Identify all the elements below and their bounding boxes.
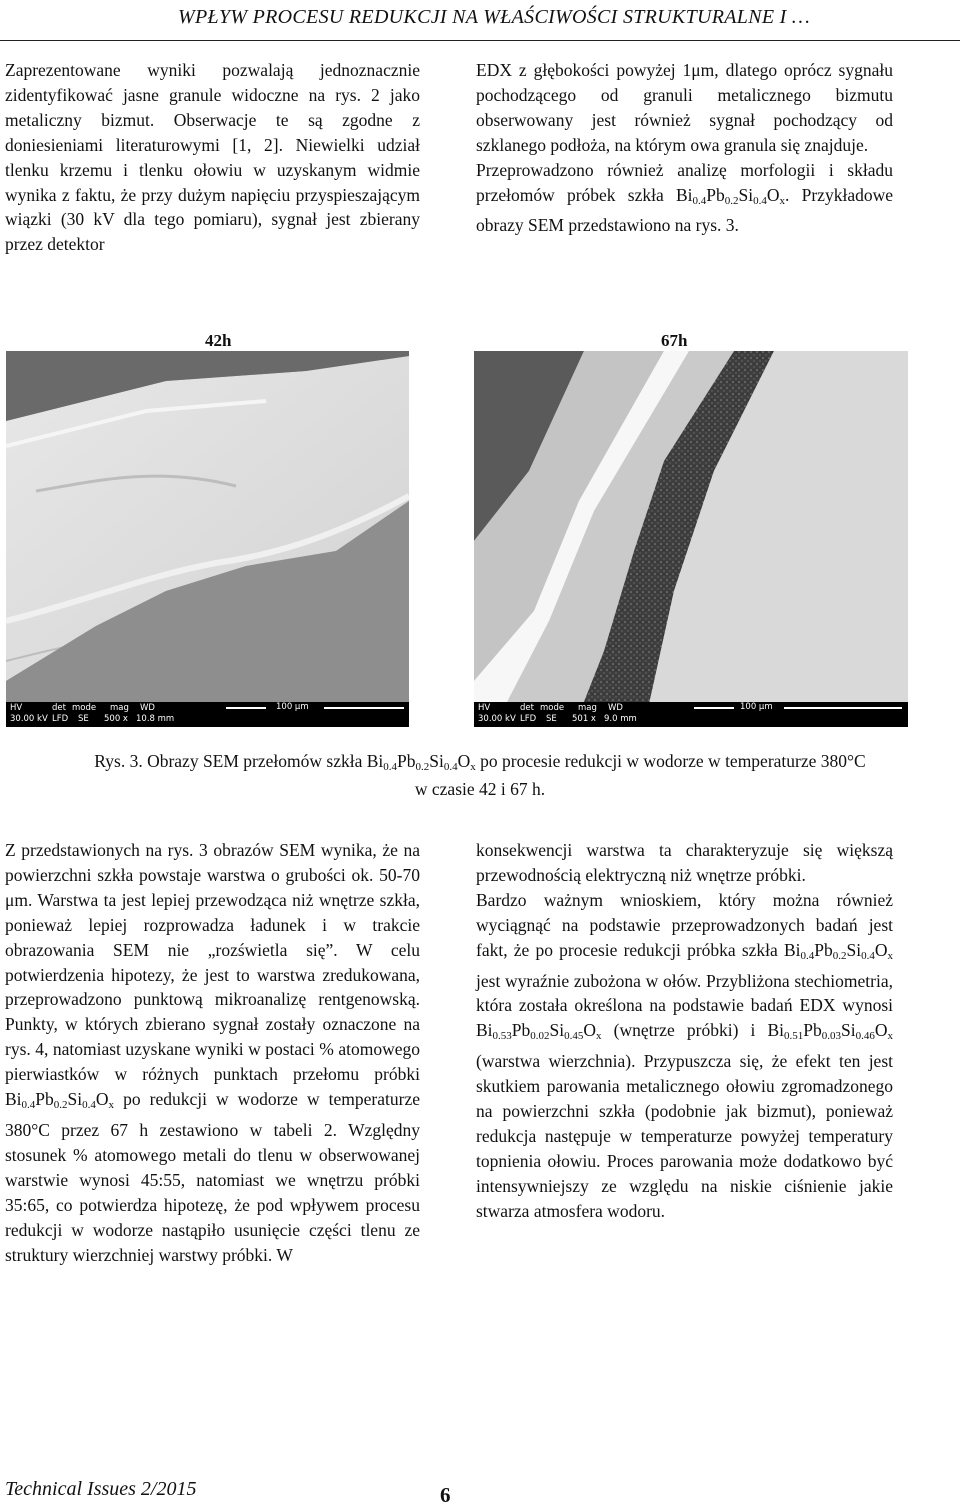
scale-bar — [324, 707, 404, 709]
paragraph: Zaprezentowane wyniki pozwalają jednoznacznie zidentyfikować jasne granule widoczne na rys. 2 jako metaliczny bizmut. Obserwacje te są zgodne z doniesieniami literaturowymi [1, 2]. Niewielki udział tlenku krzemu i tlenku ołowiu w uzyskanym widmie wynika z faktu, że przy dużym napięciu przyspieszającym wiązki (30 kV dla tego pomiaru), sygnał jest zbierany przez detektor — [5, 60, 420, 255]
chemical-formula: $Bi_{0.4}Pb_{0.2}Si_{0.4}O_x$ — [5, 1089, 115, 1112]
page-number: 6 — [440, 1483, 451, 1507]
panel-label-67h: 67h — [661, 331, 688, 350]
text-run: Przeprowadzono również analizę morfologii i składu przełomów próbek szkła — [476, 159, 893, 205]
scale-label: 100 μm — [276, 702, 309, 712]
scale-bar — [784, 707, 902, 709]
sem-image-42h — [6, 351, 409, 727]
sem-micrograph-67h — [474, 351, 908, 727]
chemical-formula: $Bi_{0.4}Pb_{0.2}Si_{0.4}O_x$ — [366, 751, 476, 773]
paragraph: Bardzo ważnym wnioskiem, który można również wyciągnąć na podstawie przeprowadzonych badań jest fakt, że po procesie redukcji próbka szkła $Bi_{0.4}Pb_{0.2}Si_{0.4}O_x$ jest wyraźnie zubożona w ołów. Przybliżona stechiometria, która została określona na podstawie badań EDX wynosi $Bi_{0.53}Pb_{0.02}Si_{0.45}O_x$ (wnętrze próbki) i $Bi_{0.51}Pb_{0.03}Si_{0.46}O_x$ (warstwa wierzchnia). Przypuszcza się, że efekt ten jest skutkiem parowania metalicznego ołowiu zgromadzonego na powierzchni szkła (podobnie jak bizmut), ponieważ redukcja następuje w temperaturze powyżej temperatury topnienia ołowiu. Proces parowania może dodatkowo być intensywniejszy ze względu na niskie ciśnienie jakie stwarza atmosfera wodoru. — [476, 889, 893, 1221]
text-column-bottom-right — [476, 838, 893, 1224]
paragraph: Z przedstawionych na rys. 3 obrazów SEM wynika, że na powierzchni szkła powstaje warstwa o grubości ok. 50-70 μm. Warstwa ta jest lepiej przewodząca niż wnętrze szkła, ponieważ lepiej rozprowadza ładunek i w trakcie obrazowania SEM nie „rozświetla się”. W celu potwierdzenia hipotezy, że jest to warstwa zredukowana, przeprowadzono punktową mikroanalizę rentgenowską. Punkty, w których zbierano sygnał zostały oznaczone na rys. 4, natomiast uzyskane wyniki w postaci % atomowego pierwiastków w różnych punktach przełomu próbki $Bi_{0.4}Pb_{0.2}Si_{0.4}O_x$ po redukcji w wodorze w temperaturze 380°C przez 67 h zestawiono w tabeli 2. Względny stosunek % atomowego metali do tlenu w obserwowanej warstwie wynosi 45:55, natomiast we wnętrzu próbki 35:65, co potwierdza hipotezę, że pod wpływem procesu redukcji w wodorze nastąpiło usunięcie części tlenu ze struktury wierzchniej warstwy próbki. W — [5, 840, 420, 1265]
sem-databar: HV det mode mag WD 30.00 kV LFD SE 500 x 10.8 mm 100 μm — [6, 702, 409, 727]
sem-micrograph-42h — [6, 351, 409, 727]
chemical-formula: $Bi_{0.51}Pb_{0.03}Si_{0.46}O_x$ — [767, 1020, 893, 1043]
text-column-top-left — [5, 58, 420, 257]
caption-line-2: w czasie 42 i 67 h. — [414, 779, 546, 799]
running-header — [0, 0, 960, 41]
caption-line-1: Rys. 3. Obrazy SEM przełomów szkła $Bi_{0.4}Pb_{0.2}Si_{0.4}O_x$ po procesie redukcji w wodorze w temperaturze 380°C — [94, 751, 866, 773]
paragraph: konsekwencji warstwa ta charakteryzuje się większą przewodnością elektryczną niż wnętrze próbki. — [476, 840, 893, 885]
scale-bar — [694, 707, 734, 709]
text-run: . Przykładowe obrazy SEM przedstawiono na rys. 3. — [476, 184, 893, 236]
panel-label-42h: 42h — [205, 331, 232, 350]
journal-footer: Technical Issues 2/2015 — [5, 1478, 197, 1500]
chemical-formula: $Bi_{0.53}Pb_{0.02}Si_{0.45}O_x$ — [476, 1020, 602, 1043]
sem-databar: HV det mode mag WD 30.00 kV LFD SE 501 x 9.0 mm 100 μm — [474, 702, 908, 727]
paragraph — [476, 158, 893, 239]
scale-bar — [226, 707, 266, 709]
scale-label: 100 μm — [740, 702, 773, 712]
figure-caption — [0, 750, 960, 800]
text-column-bottom-left — [5, 838, 420, 1267]
text-column-top-right — [476, 58, 893, 238]
paragraph: EDX z głębokości powyżej 1μm, dlatego oprócz sygnału pochodzącego od granuli metalicznego bizmutu obserwowany jest również sygnał pochodzący od szklanego podłoża, na którym owa granula się znajduje. — [476, 60, 893, 155]
running-header-title: WPŁYW PROCESU REDUKCJI NA WŁAŚCIWOŚCI STRUKTURALNE I … — [178, 6, 810, 28]
sem-image-67h — [474, 351, 908, 727]
chemical-formula: $Bi_{0.4}Pb_{0.2}Si_{0.4}O_x$ — [675, 184, 786, 207]
chemical-formula: $Bi_{0.4}Pb_{0.2}Si_{0.4}O_x$ — [783, 939, 893, 962]
